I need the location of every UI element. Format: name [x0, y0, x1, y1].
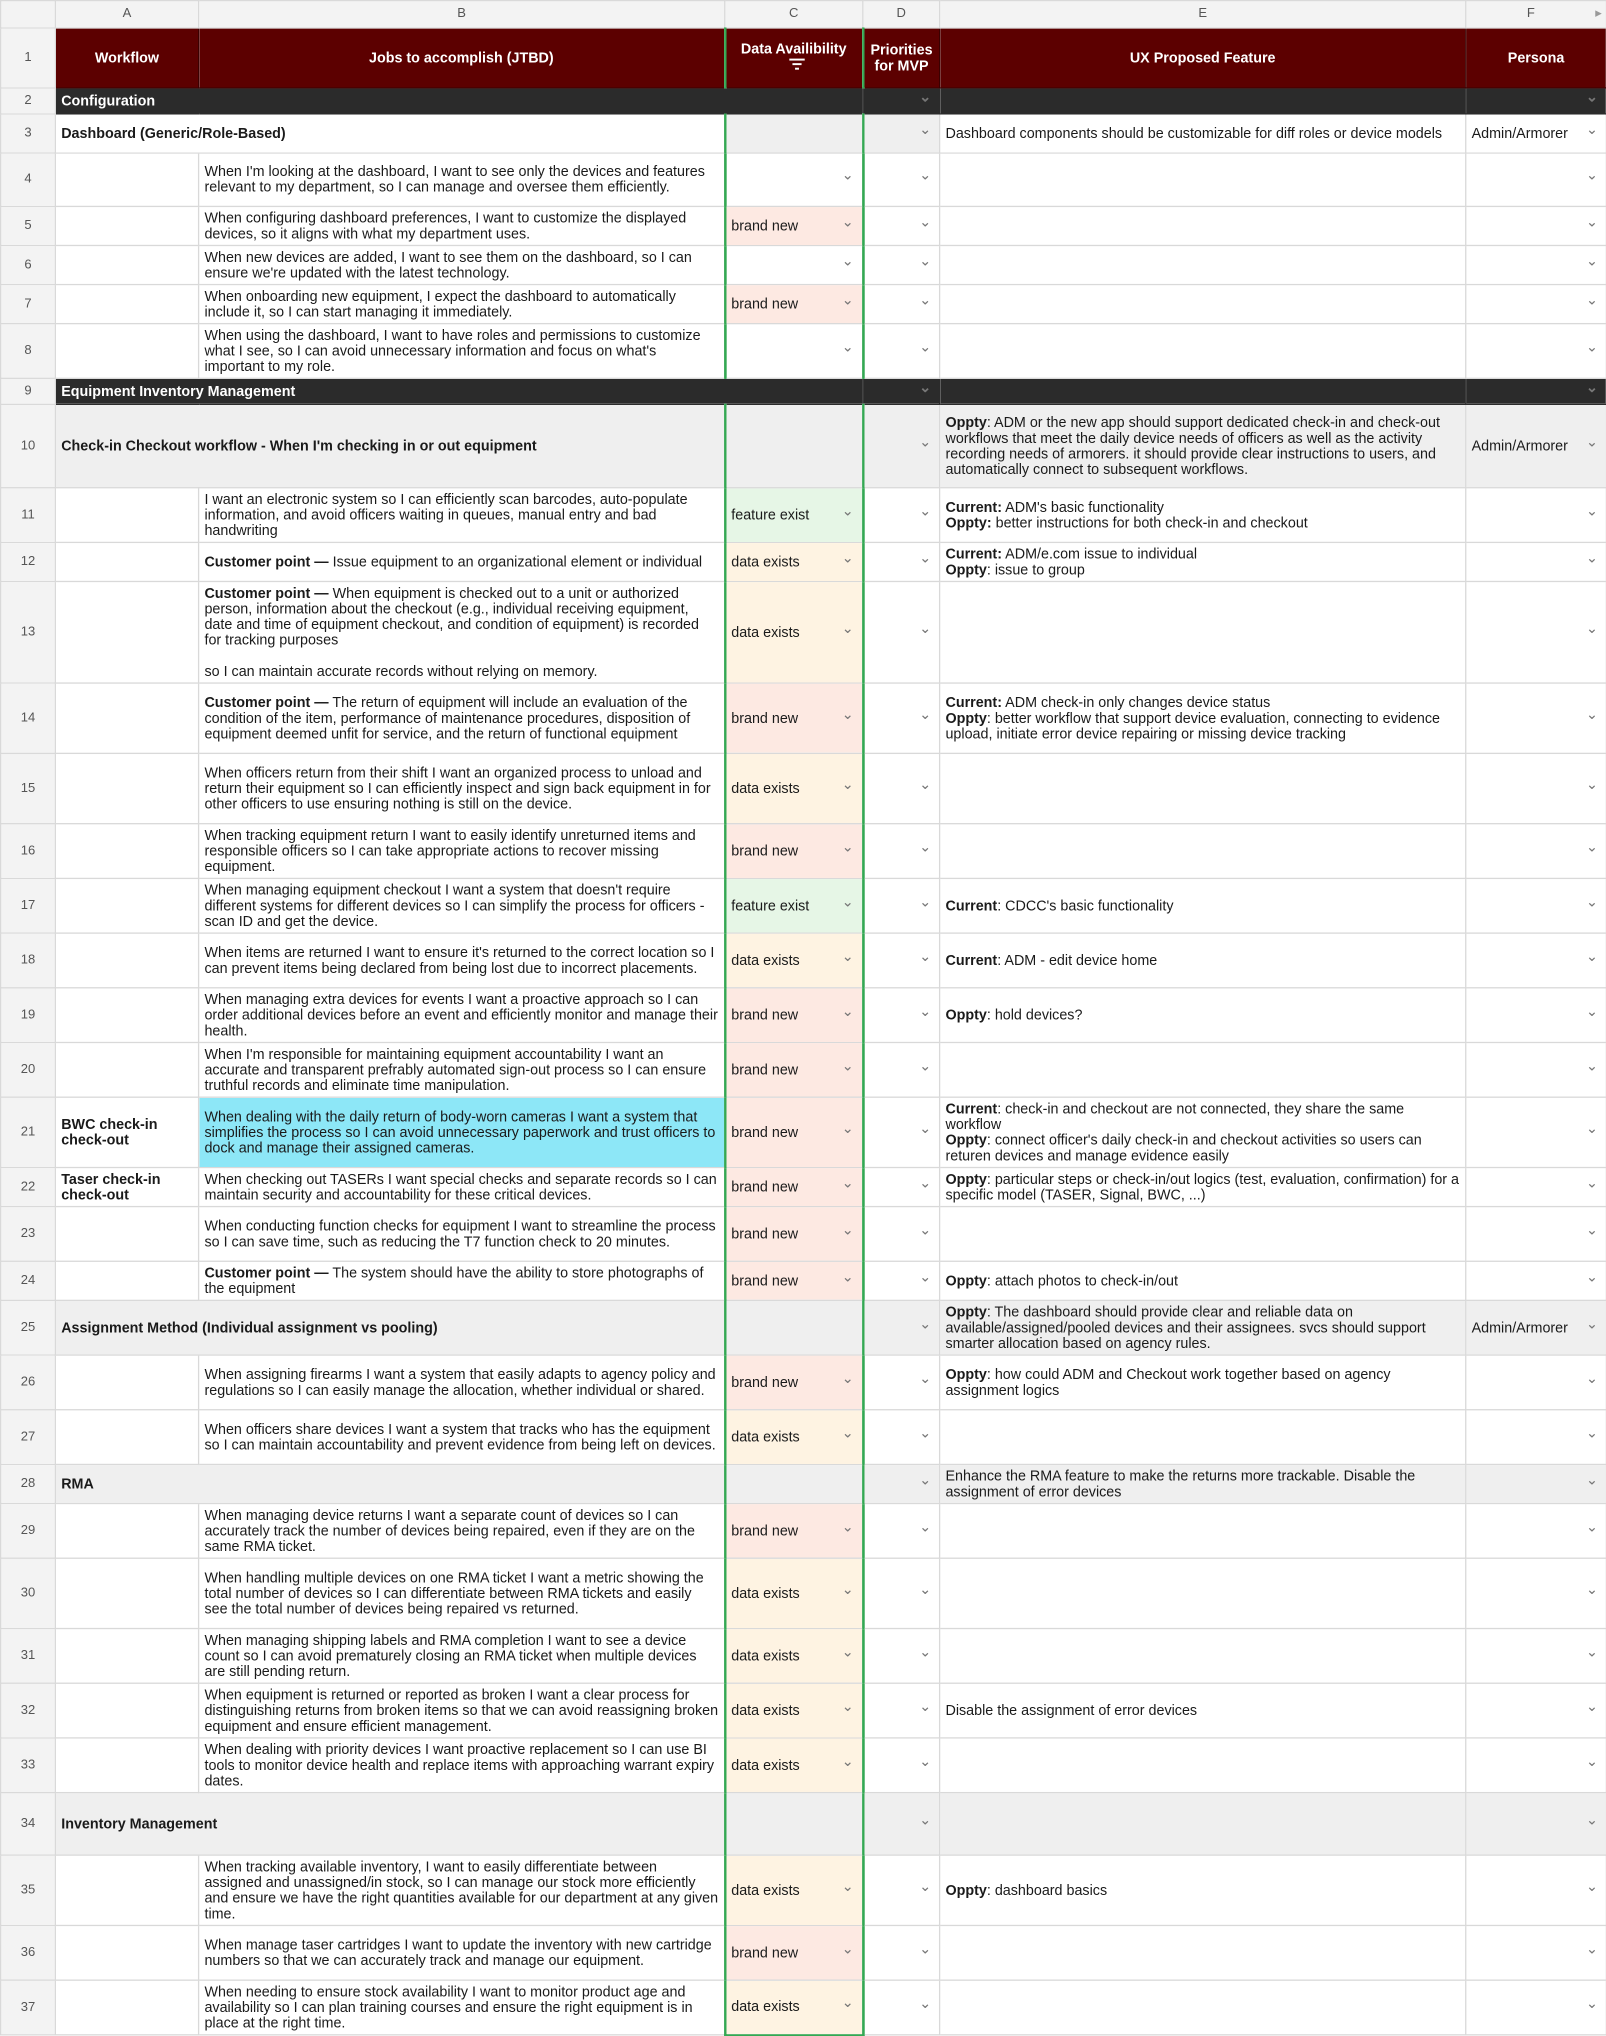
persona-dropdown[interactable]: Admin/Armorer ⌄: [1466, 114, 1606, 153]
workflow-cell[interactable]: Inventory Management: [55, 1793, 724, 1856]
priority-dropdown[interactable]: [863, 581, 940, 683]
row-number[interactable]: 2: [1, 88, 56, 114]
workflow-cell[interactable]: [55, 1355, 198, 1410]
workflow-cell[interactable]: Check-in Checkout workflow - When I'm checking in or out equipment: [55, 404, 724, 487]
data-availability-dropdown[interactable]: [725, 153, 863, 206]
workflow-cell[interactable]: [55, 1042, 198, 1097]
persona-dropdown[interactable]: [1466, 933, 1606, 988]
row-number[interactable]: 13: [1, 581, 56, 683]
priority-dropdown[interactable]: [863, 1261, 940, 1300]
workflow-cell[interactable]: Dashboard (Generic/Role-Based): [55, 114, 724, 153]
data-availability-dropdown[interactable]: brand new ⌄: [725, 1925, 863, 1980]
header-workflow[interactable]: Workflow: [55, 28, 198, 88]
table-row: [1, 542, 1606, 581]
row-number[interactable]: 28: [1, 1464, 56, 1503]
table-row: [1, 753, 1606, 823]
section-row: [1, 88, 1606, 114]
workflow-cell[interactable]: [55, 1629, 198, 1684]
jtbd-cell[interactable]: When manage taser cartridges I want to update the inventory with new cartridge numbers so that we can accurately track and manage our equipment.: [199, 1925, 725, 1980]
ux-cell[interactable]: [940, 285, 1466, 324]
ux-cell[interactable]: [940, 1504, 1466, 1559]
data-availability-dropdown[interactable]: brand new ⌄: [725, 285, 863, 324]
row-number[interactable]: 30: [1, 1558, 56, 1628]
priority-dropdown[interactable]: [863, 878, 940, 933]
priority-dropdown[interactable]: [863, 1683, 940, 1738]
jtbd-cell[interactable]: When needing to ensure stock availability I want to monitor product age and availability so I can plan training courses and ensure the right equipment is in place at the right time.: [199, 1980, 725, 2035]
row-number[interactable]: 19: [1, 988, 56, 1043]
row-number[interactable]: 11: [1, 488, 56, 543]
ux-cell[interactable]: Oppty: ADM or the new app should support dedicated check-in and check-out workflows that meet the daily device needs of officers as well as the activity recording needs of armorers. it should provide clear instructions to users, and automatically connect to subsequent workflows.: [940, 404, 1466, 487]
ux-cell[interactable]: Current: CDCC's basic functionality: [940, 878, 1466, 933]
jtbd-cell[interactable]: When conducting function checks for equipment I want to streamline the process so I can save time, such as reducing the T7 function check to 20 minutes.: [199, 1207, 725, 1262]
jtbd-cell[interactable]: When items are returned I want to ensure it's returned to the correct location so I can prevent items being declared from being lost due to incorrect placements.: [199, 933, 725, 988]
workflow-cell[interactable]: [55, 1855, 198, 1925]
jtbd-cell[interactable]: When tracking available inventory, I want to easily differentiate between assigned and unassigned/in stock, so I can manage our stock more efficiently and ensure we have the right quantities available for our department at any given time.: [199, 1855, 725, 1925]
data-availability-dropdown[interactable]: brand new ⌄: [725, 1042, 863, 1097]
table-row: [1, 114, 1606, 153]
data-availability-dropdown[interactable]: data exists ⌄: [725, 933, 863, 988]
row-number[interactable]: 36: [1, 1925, 56, 1980]
table-row: [1, 988, 1606, 1043]
persona-dropdown[interactable]: [1466, 1629, 1606, 1684]
table-row: [1, 1410, 1606, 1465]
workflow-cell[interactable]: [55, 824, 198, 879]
persona-dropdown[interactable]: [1466, 581, 1606, 683]
row-number[interactable]: 10: [1, 404, 56, 487]
jtbd-cell[interactable]: When dealing with priority devices I want proactive replacement so I can use BI tools to monitor device health and replace items with approaching warrant expiry dates.: [199, 1738, 725, 1793]
data-availability-cell[interactable]: [725, 1793, 863, 1856]
priority-dropdown[interactable]: [863, 88, 940, 114]
table-row: [1, 1097, 1606, 1167]
priority-dropdown[interactable]: [863, 1207, 940, 1262]
jtbd-cell[interactable]: When equipment is returned or reported as broken I want a clear process for distinguishing returns from broken items so that we can avoid reassigning broken equipment and ensure efficient management.: [199, 1683, 725, 1738]
workflow-cell[interactable]: [55, 878, 198, 933]
priority-dropdown[interactable]: [863, 1793, 940, 1856]
workflow-cell[interactable]: BWC check-in check-out: [55, 1097, 198, 1167]
ux-cell[interactable]: [940, 1410, 1466, 1465]
jtbd-cell[interactable]: When configuring dashboard preferences, I want to customize the displayed devices, so it aligns with what my department uses.: [199, 206, 725, 245]
workflow-cell[interactable]: [55, 153, 198, 206]
priority-dropdown[interactable]: [863, 378, 940, 404]
jtbd-cell[interactable]: Customer point — Issue equipment to an organizational element or individual: [199, 542, 725, 581]
table-row: [1, 1207, 1606, 1262]
ux-cell[interactable]: [940, 324, 1466, 379]
ux-cell[interactable]: Oppty: particular steps or check-in/out logics (test, evaluation, confirmation) for a specific model (TASER, Signal, BWC, ...): [940, 1168, 1466, 1207]
data-availability-dropdown[interactable]: [725, 245, 863, 284]
data-availability-dropdown[interactable]: brand new ⌄: [725, 1504, 863, 1559]
jtbd-cell[interactable]: When officers share devices I want a system that tracks who has the equipment so I can maintain accountability and prevent evidence from being left on devices.: [199, 1410, 725, 1465]
table-row: [1, 581, 1606, 683]
workflow-cell[interactable]: [55, 683, 198, 753]
section-title[interactable]: Configuration: [55, 88, 862, 114]
table-row: [1, 1300, 1606, 1355]
column-header-a[interactable]: A: [55, 1, 198, 28]
column-header-f[interactable]: F ▸: [1466, 1, 1606, 28]
ux-cell[interactable]: [940, 1629, 1466, 1684]
workflow-cell[interactable]: Assignment Method (Individual assignment vs pooling): [55, 1300, 724, 1355]
persona-dropdown[interactable]: [1466, 324, 1606, 379]
row-number[interactable]: 17: [1, 878, 56, 933]
data-availability-dropdown[interactable]: data exists ⌄: [725, 542, 863, 581]
row-number[interactable]: 33: [1, 1738, 56, 1793]
header-persona[interactable]: Persona: [1466, 28, 1606, 88]
ux-cell[interactable]: Current: ADM - edit device home: [940, 933, 1466, 988]
header-row: [1, 28, 1606, 88]
filter-icon[interactable]: [789, 57, 805, 74]
column-header-b[interactable]: B: [199, 1, 725, 28]
ux-cell[interactable]: [940, 1738, 1466, 1793]
table-row: [1, 1464, 1606, 1503]
row-number[interactable]: 7: [1, 285, 56, 324]
ux-cell[interactable]: [940, 1042, 1466, 1097]
data-availability-cell[interactable]: [725, 1300, 863, 1355]
ux-cell[interactable]: [940, 1925, 1466, 1980]
persona-dropdown[interactable]: [1466, 1168, 1606, 1207]
persona-dropdown[interactable]: [1466, 1738, 1606, 1793]
workflow-cell[interactable]: [55, 753, 198, 823]
table-row: [1, 1980, 1606, 2035]
priority-dropdown[interactable]: [863, 1410, 940, 1465]
ux-cell[interactable]: [940, 1207, 1466, 1262]
ux-cell[interactable]: [940, 378, 1466, 404]
jtbd-cell[interactable]: I want an electronic system so I can efficiently scan barcodes, auto-populate information, and avoid officers waiting in queues, manual entry and bad handwriting: [199, 488, 725, 543]
ux-cell[interactable]: Disable the assignment of error devices: [940, 1683, 1466, 1738]
data-availability-dropdown[interactable]: brand new ⌄: [725, 1261, 863, 1300]
ux-cell[interactable]: [940, 245, 1466, 284]
priority-dropdown[interactable]: [863, 153, 940, 206]
table-row: [1, 206, 1606, 245]
table-row: [1, 1504, 1606, 1559]
persona-dropdown[interactable]: [1466, 88, 1606, 114]
priority-dropdown[interactable]: [863, 933, 940, 988]
persona-dropdown[interactable]: [1466, 1464, 1606, 1503]
column-header-d[interactable]: D: [863, 1, 940, 28]
row-number[interactable]: 24: [1, 1261, 56, 1300]
row-number[interactable]: 12: [1, 542, 56, 581]
row-number[interactable]: 21: [1, 1097, 56, 1167]
data-availability-cell[interactable]: [725, 114, 863, 153]
table-row: [1, 683, 1606, 753]
jtbd-cell[interactable]: When managing extra devices for events I want a proactive approach so I can order additional devices before an event and efficiently monitor and manage their health.: [199, 988, 725, 1043]
table-row: [1, 1558, 1606, 1628]
workflow-cell[interactable]: [55, 1410, 198, 1465]
workflow-cell[interactable]: [55, 1738, 198, 1793]
header-priorities[interactable]: Priorities for MVP: [863, 28, 940, 88]
table-row: [1, 1683, 1606, 1738]
ux-cell[interactable]: Enhance the RMA feature to make the returns more trackable. Disable the assignment of error devices: [940, 1464, 1466, 1503]
jtbd-cell-selected[interactable]: When dealing with the daily return of body-worn cameras I want a system that simplifies the process so I can avoid unnecessary paperwork and trust officers to dock and manage their assigned cameras.: [199, 1097, 725, 1167]
ux-cell[interactable]: Oppty: hold devices?: [940, 988, 1466, 1043]
priority-dropdown[interactable]: [863, 206, 940, 245]
data-availability-dropdown[interactable]: data exists ⌄: [725, 581, 863, 683]
row-number[interactable]: 35: [1, 1855, 56, 1925]
table-row: [1, 1168, 1606, 1207]
data-availability-dropdown[interactable]: brand new ⌄: [725, 1355, 863, 1410]
jtbd-cell[interactable]: When managing shipping labels and RMA completion I want to see a device count so I can avoid prematurely closing an RMA ticket when multiple devices are still pending return.: [199, 1629, 725, 1684]
table-row: [1, 245, 1606, 284]
persona-dropdown[interactable]: [1466, 1410, 1606, 1465]
row-number[interactable]: 23: [1, 1207, 56, 1262]
row-number[interactable]: 25: [1, 1300, 56, 1355]
data-availability-dropdown[interactable]: brand new ⌄: [725, 1097, 863, 1167]
priority-dropdown[interactable]: [863, 1558, 940, 1628]
jtbd-cell[interactable]: When new devices are added, I want to see them on the dashboard, so I can ensure we're updated with the latest technology.: [199, 245, 725, 284]
ux-cell[interactable]: [940, 753, 1466, 823]
row-number[interactable]: 32: [1, 1683, 56, 1738]
row-number[interactable]: 18: [1, 933, 56, 988]
jtbd-cell[interactable]: When handling multiple devices on one RMA ticket I want a metric showing the total number of devices so I can differentiate between RMA tickets and easily see the total number of devices being repaired vs returned.: [199, 1558, 725, 1628]
persona-dropdown[interactable]: [1466, 1504, 1606, 1559]
persona-dropdown[interactable]: [1466, 1207, 1606, 1262]
data-availability-dropdown[interactable]: brand new ⌄: [725, 988, 863, 1043]
table-row: [1, 324, 1606, 379]
data-availability-cell[interactable]: [725, 1464, 863, 1503]
row-number[interactable]: 8: [1, 324, 56, 379]
row-number[interactable]: 29: [1, 1504, 56, 1559]
workflow-cell[interactable]: RMA: [55, 1464, 724, 1503]
data-availability-dropdown[interactable]: brand new ⌄: [725, 1168, 863, 1207]
persona-dropdown[interactable]: [1466, 542, 1606, 581]
persona-dropdown[interactable]: [1466, 488, 1606, 543]
table-row: [1, 1738, 1606, 1793]
priority-dropdown[interactable]: [863, 1300, 940, 1355]
row-number[interactable]: 34: [1, 1793, 56, 1856]
persona-dropdown[interactable]: [1466, 683, 1606, 753]
priority-dropdown[interactable]: [863, 1855, 940, 1925]
data-availability-dropdown[interactable]: data exists ⌄: [725, 1855, 863, 1925]
priority-dropdown[interactable]: [863, 1097, 940, 1167]
priority-dropdown[interactable]: [863, 1042, 940, 1097]
jtbd-cell[interactable]: Customer point — The system should have the ability to store photographs of the equipment: [199, 1261, 725, 1300]
persona-dropdown[interactable]: [1466, 378, 1606, 404]
row-number[interactable]: 14: [1, 683, 56, 753]
jtbd-cell[interactable]: When I'm looking at the dashboard, I want to see only the devices and features relevant to my department, so I can manage and oversee them efficiently.: [199, 153, 725, 206]
column-header-e[interactable]: E: [940, 1, 1466, 28]
persona-dropdown[interactable]: [1466, 988, 1606, 1043]
table-row: [1, 933, 1606, 988]
ux-cell[interactable]: [940, 153, 1466, 206]
ux-cell[interactable]: [940, 824, 1466, 879]
jtbd-cell[interactable]: Customer point — When equipment is checked out to a unit or authorized person, information about the checkout (e.g., individual receiving equipment, date and time of equipment checkout, and condition of equipment) is recorded for tracking purposes so I can maintain accurate records without relying on memory.: [199, 581, 725, 683]
ux-cell[interactable]: Oppty: how could ADM and Checkout work together based on agency assignment logics: [940, 1355, 1466, 1410]
table-row: [1, 1355, 1606, 1410]
priority-dropdown[interactable]: [863, 1925, 940, 1980]
row-number[interactable]: 31: [1, 1629, 56, 1684]
persona-dropdown[interactable]: [1466, 285, 1606, 324]
persona-dropdown[interactable]: [1466, 1793, 1606, 1856]
priority-dropdown[interactable]: [863, 404, 940, 487]
priority-dropdown[interactable]: [863, 488, 940, 543]
row-number[interactable]: 20: [1, 1042, 56, 1097]
persona-dropdown[interactable]: [1466, 1558, 1606, 1628]
row-number[interactable]: 22: [1, 1168, 56, 1207]
priority-dropdown[interactable]: [863, 683, 940, 753]
row-number[interactable]: 27: [1, 1410, 56, 1465]
persona-dropdown[interactable]: [1466, 153, 1606, 206]
data-availability-dropdown[interactable]: feature exist ⌄: [725, 878, 863, 933]
data-availability-cell[interactable]: [725, 404, 863, 487]
table-row: [1, 1629, 1606, 1684]
priority-dropdown[interactable]: [863, 245, 940, 284]
persona-dropdown[interactable]: [1466, 753, 1606, 823]
workflow-cell[interactable]: [55, 1683, 198, 1738]
data-availability-dropdown[interactable]: data exists ⌄: [725, 1410, 863, 1465]
table-row: [1, 1793, 1606, 1856]
persona-dropdown[interactable]: [1466, 245, 1606, 284]
ux-cell[interactable]: Current: ADM check-in only changes device status Oppty: better workflow that support device evaluation, connecting to evidence upload, initiate error device repairing or missing device tracking: [940, 683, 1466, 753]
column-header-c[interactable]: C: [725, 1, 863, 28]
ux-cell[interactable]: [940, 1980, 1466, 2035]
ux-cell[interactable]: [940, 206, 1466, 245]
column-header-row: [1, 1, 1606, 28]
data-availability-dropdown[interactable]: brand new ⌄: [725, 206, 863, 245]
table-row: [1, 488, 1606, 543]
jtbd-cell[interactable]: When checking out TASERs I want special checks and separate records so I can maintain security and accountability for these critical devices.: [199, 1168, 725, 1207]
priority-dropdown[interactable]: [863, 1980, 940, 2035]
data-availability-dropdown[interactable]: data exists ⌄: [725, 1980, 863, 2035]
row-number[interactable]: 5: [1, 206, 56, 245]
workflow-cell[interactable]: [55, 1925, 198, 1980]
jtbd-cell[interactable]: When managing device returns I want a separate count of devices so I can accurately track the number of devices being repaired, even if they are on the same RMA ticket.: [199, 1504, 725, 1559]
workflow-cell[interactable]: [55, 988, 198, 1043]
persona-dropdown[interactable]: [1466, 1042, 1606, 1097]
ux-cell[interactable]: [940, 581, 1466, 683]
persona-dropdown[interactable]: Admin/Armorer ⌄: [1466, 404, 1606, 487]
priority-dropdown[interactable]: [863, 1629, 940, 1684]
data-availability-dropdown[interactable]: feature exist ⌄: [725, 488, 863, 543]
jtbd-cell[interactable]: When I'm responsible for maintaining equipment accountability I want an accurate and transparent prefrably automated sign-out process so I can ensure truthful records and eliminate time manipulation.: [199, 1042, 725, 1097]
workflow-cell[interactable]: [55, 1207, 198, 1262]
persona-dropdown[interactable]: [1466, 1097, 1606, 1167]
row-number[interactable]: 15: [1, 753, 56, 823]
ux-cell[interactable]: Oppty: dashboard basics: [940, 1855, 1466, 1925]
row-number[interactable]: 26: [1, 1355, 56, 1410]
priority-dropdown[interactable]: [863, 1355, 940, 1410]
data-availability-dropdown[interactable]: data exists ⌄: [725, 1738, 863, 1793]
persona-dropdown[interactable]: [1466, 878, 1606, 933]
section-title[interactable]: Equipment Inventory Management: [55, 378, 862, 404]
persona-dropdown[interactable]: [1466, 1855, 1606, 1925]
data-availability-dropdown[interactable]: brand new ⌄: [725, 824, 863, 879]
table-row: [1, 878, 1606, 933]
priority-dropdown[interactable]: [863, 1464, 940, 1503]
data-availability-dropdown[interactable]: brand new ⌄: [725, 683, 863, 753]
jtbd-cell[interactable]: Customer point — The return of equipment will include an evaluation of the condition of the item, performance of maintenance procedures, disposition of equipment deemed unfit for service, and the return of functional equipment: [199, 683, 725, 753]
priority-dropdown[interactable]: [863, 542, 940, 581]
jtbd-cell[interactable]: When officers return from their shift I want an organized process to unload and return their equipment so I can efficiently inspect and sign back equipment in for other officers to use ensuring nothing is still on the device.: [199, 753, 725, 823]
priority-dropdown[interactable]: [863, 1504, 940, 1559]
data-availability-dropdown[interactable]: data exists ⌄: [725, 1629, 863, 1684]
priority-dropdown[interactable]: [863, 988, 940, 1043]
workflow-cell[interactable]: [55, 1261, 198, 1300]
jtbd-cell[interactable]: When managing equipment checkout I want a system that doesn't require different systems for different devices so I can simplify the process for officers - scan ID and get the device.: [199, 878, 725, 933]
ux-cell[interactable]: Oppty: The dashboard should provide clear and reliable data on available/assigned/pooled devices and their assignees. svcs should support smarter allocation based on agency rules.: [940, 1300, 1466, 1355]
ux-cell[interactable]: Oppty: attach photos to check-in/out: [940, 1261, 1466, 1300]
jtbd-cell[interactable]: When assigning firearms I want a system that easily adapts to agency policy and regulations so I can easily manage the allocation, whether individual or shared.: [199, 1355, 725, 1410]
data-availability-dropdown[interactable]: brand new ⌄: [725, 1207, 863, 1262]
ux-cell[interactable]: [940, 1558, 1466, 1628]
row-number[interactable]: 1: [1, 28, 56, 88]
persona-dropdown[interactable]: [1466, 1683, 1606, 1738]
jtbd-cell[interactable]: When tracking equipment return I want to easily identify unreturned items and responsible officers so I can take appropriate actions to recover missing equipment.: [199, 824, 725, 879]
persona-dropdown[interactable]: [1466, 824, 1606, 879]
ux-cell[interactable]: [940, 88, 1466, 114]
workflow-cell[interactable]: Taser check-in check-out: [55, 1168, 198, 1207]
persona-dropdown[interactable]: [1466, 1355, 1606, 1410]
workflow-cell[interactable]: [55, 324, 198, 379]
data-availability-dropdown[interactable]: data exists ⌄: [725, 753, 863, 823]
row-number[interactable]: 3: [1, 114, 56, 153]
workflow-cell[interactable]: [55, 1558, 198, 1628]
row-number[interactable]: 37: [1, 1980, 56, 2035]
ux-cell[interactable]: Dashboard components should be customizable for diff roles or device models: [940, 114, 1466, 153]
workflow-cell[interactable]: [55, 206, 198, 245]
table-row: [1, 1261, 1606, 1300]
priority-dropdown[interactable]: [863, 753, 940, 823]
jtbd-cell[interactable]: When using the dashboard, I want to have roles and permissions to customize what I see, so I can avoid unnecessary information and focus on what's important to my role.: [199, 324, 725, 379]
data-availability-dropdown[interactable]: [725, 324, 863, 379]
priority-dropdown[interactable]: [863, 285, 940, 324]
persona-dropdown[interactable]: [1466, 1925, 1606, 1980]
ux-cell[interactable]: Current: ADM/e.com issue to individual Oppty: issue to group: [940, 542, 1466, 581]
workflow-cell[interactable]: [55, 542, 198, 581]
workflow-cell[interactable]: [55, 933, 198, 988]
persona-dropdown[interactable]: [1466, 206, 1606, 245]
table-row: [1, 153, 1606, 206]
data-availability-dropdown[interactable]: data exists ⌄: [725, 1683, 863, 1738]
ux-cell[interactable]: [940, 1793, 1466, 1856]
row-number[interactable]: 6: [1, 245, 56, 284]
persona-dropdown[interactable]: Admin/Armorer ⌄: [1466, 1300, 1606, 1355]
workflow-cell[interactable]: [55, 245, 198, 284]
table-row: [1, 1925, 1606, 1980]
data-availability-dropdown[interactable]: data exists ⌄: [725, 1558, 863, 1628]
table-row: [1, 1042, 1606, 1097]
priority-dropdown[interactable]: [863, 1738, 940, 1793]
header-jtbd[interactable]: Jobs to accomplish (JTBD): [199, 28, 725, 88]
priority-dropdown[interactable]: [863, 324, 940, 379]
priority-dropdown[interactable]: [863, 1168, 940, 1207]
table-row: [1, 824, 1606, 879]
table-row: [1, 404, 1606, 487]
section-row: [1, 378, 1606, 404]
row-number[interactable]: 16: [1, 824, 56, 879]
workflow-cell[interactable]: [55, 488, 198, 543]
workflow-cell[interactable]: [55, 285, 198, 324]
table-row: [1, 1855, 1606, 1925]
header-data-availability[interactable]: Data Availibility: [725, 28, 863, 88]
priority-dropdown[interactable]: [863, 824, 940, 879]
table-row: [1, 285, 1606, 324]
priority-dropdown[interactable]: [863, 114, 940, 153]
row-number[interactable]: 9: [1, 378, 56, 404]
workflow-cell[interactable]: [55, 1980, 198, 2035]
row-number[interactable]: 4: [1, 153, 56, 206]
persona-dropdown[interactable]: [1466, 1980, 1606, 2035]
persona-dropdown[interactable]: [1466, 1261, 1606, 1300]
header-ux-feature[interactable]: UX Proposed Feature: [940, 28, 1466, 88]
select-all-corner[interactable]: [1, 1, 56, 28]
workflow-cell[interactable]: [55, 1504, 198, 1559]
scroll-right-icon[interactable]: ▸: [1595, 6, 1602, 21]
jtbd-cell[interactable]: When onboarding new equipment, I expect the dashboard to automatically include it, so I can start managing it immediately.: [199, 285, 725, 324]
ux-cell[interactable]: Current: check-in and checkout are not connected, they share the same workflow Oppty: connect officer's daily check-in and checkout activities so users can returen devices and manage evidence easily: [940, 1097, 1466, 1167]
ux-cell[interactable]: Current: ADM's basic functionality Oppty: better instructions for both check-in and checkout: [940, 488, 1466, 543]
workflow-cell[interactable]: [55, 581, 198, 683]
